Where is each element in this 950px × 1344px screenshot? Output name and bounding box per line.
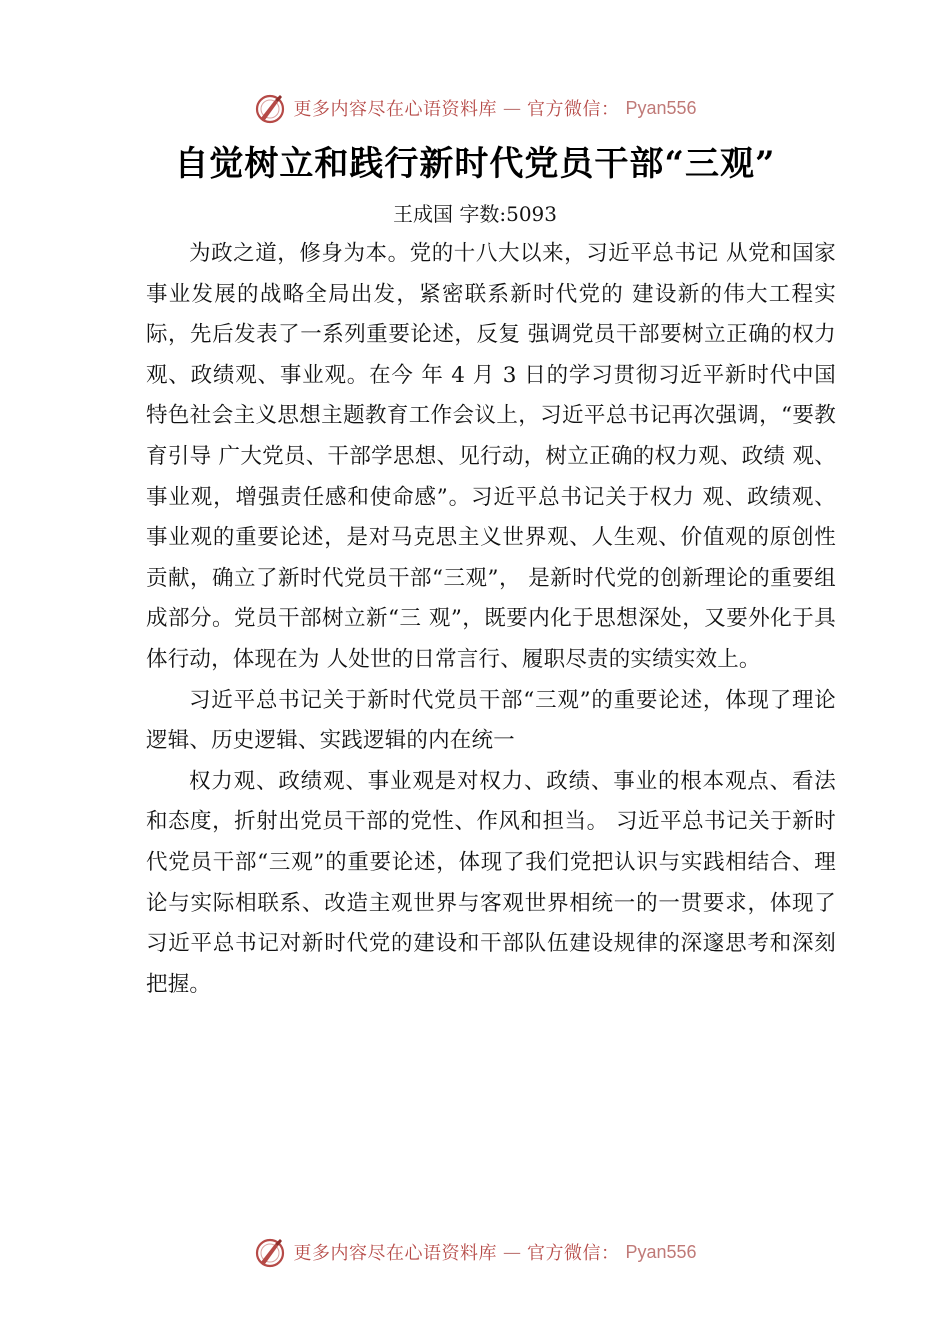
banner-text: 更多内容尽在心语资料库	[293, 1243, 497, 1264]
header-watermark-banner	[0, 88, 950, 128]
brush-logo-icon	[253, 91, 287, 125]
article-title: 自觉树立和践行新时代党员干部“三观”	[174, 144, 776, 184]
body-paragraph: 为政之道，修身为本。党的十八大以来，习近平总书记 从党和国家事业发展的战略全局出发，紧密联系新时代党的 建设新的伟大工程实际，先后发表了一系列重要论述，反复 强调党员干部要树立正确的权力观、政绩观、事业观。在今 年 4 月 3 日的学习贯彻习近平新时代中国特色社会主义思想主题教育工作会议上，习近平总书记再次强调，“要教育引导 广大党员、干部学思想、见行动，树立正确的权力观、政绩 观、事业观，增强责任感和使命感”。习近平总书记关于权力 观、政绩观、事业观的重要论述，是对马克思主义世界观、人生观、价值观的原创性贡献，确立了新时代党员干部“三观”， 是新时代党的创新理论的重要组成部分。党员干部树立新“三 观”，既要内化于思想深处，又要外化于具体行动，体现在为 人处世的日常言行、履职尽责的实绩实效上。	[146, 241, 836, 672]
body-paragraph: 权力观、政绩观、事业观是对权力、政绩、事业的根本观点、看法和态度，折射出党员干部的党性、作风和担当。 习近平总书记关于新时代党员干部“三观”的重要论述，体现了我们党把认识与实践相结合、理论与实际相联系、改造主观世界与客观世界相统一的一贯要求，体现了习近平总书记对新时代党的建设和干部队伍建设规律的深邃思考和深刻把握。	[146, 768, 836, 997]
article-body	[146, 234, 836, 1005]
article-byline: 王成国 字数:5093	[393, 202, 557, 226]
banner-label: 官方微信：	[526, 1243, 620, 1264]
section-heading: 习近平总书记关于新时代党员干部“三观”的重要论述，体现了理论逻辑、历史逻辑、实践逻辑的内在统一	[146, 687, 836, 754]
footer-watermark-banner	[0, 1232, 950, 1272]
banner-separator: —	[502, 97, 521, 119]
banner-label: 官方微信：	[526, 99, 620, 120]
brush-logo-icon	[253, 1235, 287, 1269]
banner-separator: —	[502, 1241, 521, 1263]
banner-text: 更多内容尽在心语资料库	[293, 99, 497, 120]
banner-handle: Pyan556	[625, 97, 697, 118]
banner-handle: Pyan556	[625, 1241, 697, 1262]
